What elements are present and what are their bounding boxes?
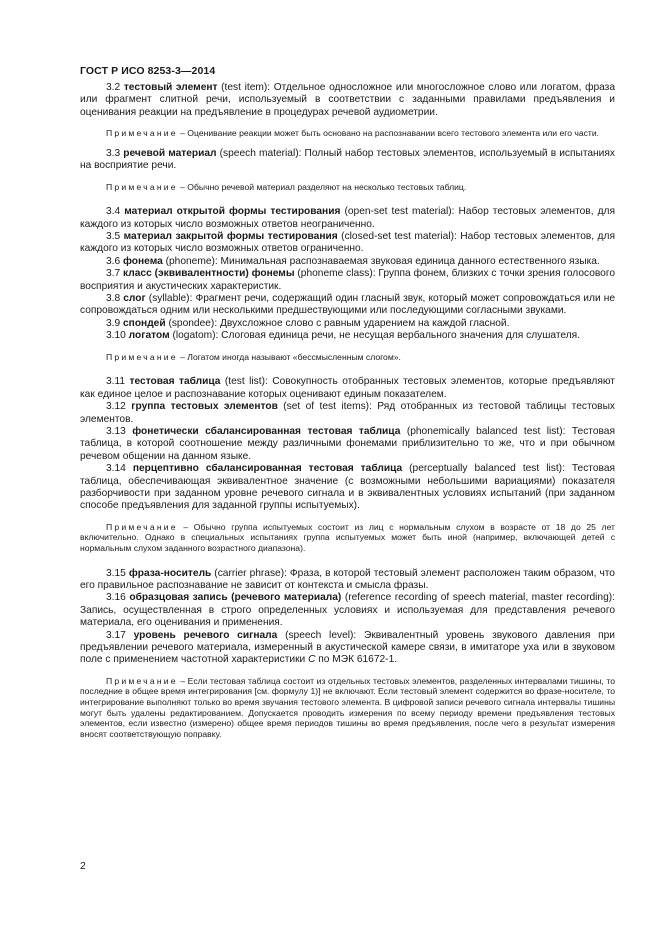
entry-number: 3.7 — [106, 268, 121, 280]
entry-number: 3.13 — [106, 425, 126, 437]
entry-term: материал открытой формы тестирования — [124, 206, 341, 218]
standard-header: ГОСТ Р ИСО 8253-3—2014 — [80, 65, 216, 77]
entry-english: (phonemically balanced test list) — [400, 425, 563, 437]
entry-definition: : Фрагмент речи, содержащий один гласный звук, который может сопровождаться или не сопровождаться одним или несколькими предшествующими или последующими согласными звуками. — [80, 293, 615, 317]
entry-3-13 — [80, 426, 615, 463]
entry-definition: : Отдельное односложное или многосложное слово или логатом, фраза или фрагмент слитной речи, используемый в соответствии с заданными правилами предъявления и оценивания реакции на предъявление в процедурах речевой аудиометрии. — [80, 82, 616, 118]
entry-number: 3.14 — [106, 463, 126, 475]
note-label: Примечание — [106, 675, 178, 686]
entry-italic-letter: C — [308, 654, 316, 666]
entry-number: 3.6 — [106, 255, 121, 267]
entry-english: (test list) — [220, 376, 265, 388]
entry-3-14 — [80, 463, 615, 513]
entry-english: (test item) — [217, 82, 268, 93]
note-2 — [80, 182, 615, 193]
entry-3-15 — [80, 568, 615, 593]
entry-term: логатом — [128, 330, 170, 342]
entry-term: слог — [123, 293, 146, 305]
entry-3-8 — [80, 293, 615, 318]
note-text: – Оценивание реакции может быть основано на распознавании всего тестового элемента или его части. — [177, 128, 600, 139]
entry-definition: : Набор тестовых элементов, для каждого из которых число возможных ответов ограниченно. — [80, 231, 615, 255]
entry-term: тестовая таблица — [129, 376, 221, 388]
entry-term: уровень речевого сигнала — [133, 629, 278, 641]
entry-term: тестовый элемент — [123, 82, 218, 93]
note-label: Примечание — [106, 181, 178, 192]
entry-english: (phoneme) — [162, 255, 215, 267]
note-5 — [80, 676, 615, 740]
entry-english: (spondee) — [165, 317, 215, 329]
entry-3-2 — [80, 82, 615, 119]
entry-english: (open-set test material) — [340, 206, 452, 218]
entry-3-9 — [80, 318, 615, 330]
entry-definition-tail: по МЭК 61672-1. — [315, 654, 398, 666]
entry-english: (speech level) — [277, 629, 354, 641]
note-label: Примечание — [106, 521, 178, 532]
entry-definition: : Минимальная распознаваемая звуковая единица данного естественного языка. — [214, 255, 600, 267]
entry-3-5 — [80, 231, 615, 256]
entry-number: 3.5 — [106, 231, 121, 243]
note-text: – Обычно группа испытуемых состоит из лиц с нормальным слухом в возрасте от 18 до 25 лет включительно. Однако в специальных испытаниях группа испытуемых может быть иной (например, включающей детей с нормальным слухом заданного возрастного диапазона). — [80, 521, 615, 553]
entry-definition: : Группа фонем, близких с точки зрения голосового восприятия и акустических характеристик. — [80, 268, 616, 292]
entry-english: (perceptually balanced test list) — [402, 463, 563, 475]
entry-3-4 — [80, 206, 615, 231]
entry-number: 3.4 — [106, 206, 121, 218]
entry-definition: : Совокупность отобранных тестовых элементов, которые предъявляют как единое целое и распознавание которых оценивают единым показателем. — [80, 376, 615, 400]
entry-number: 3.12 — [106, 401, 126, 413]
entry-definition: : Двухсложное слово с равным ударением на каждой гласной. — [214, 317, 510, 329]
entry-definition: : Набор тестовых элементов, для каждого из которых число возможных ответов неограниченно. — [80, 206, 615, 230]
entry-term: фонетически сбалансированная тестовая таблица — [132, 425, 401, 437]
entry-number: 3.10 — [106, 330, 126, 342]
entry-term: фонема — [123, 255, 163, 267]
entry-definition: : Запись, осуществленная в строго определенных условиях и используемая для представления речевого материала, его оценивания и применения. — [80, 592, 615, 629]
entry-3-16 — [80, 592, 615, 629]
note-label: Примечание — [106, 128, 178, 139]
entry-term: образцовая запись (речевого материала) — [129, 592, 342, 604]
entry-number: 3.9 — [106, 317, 121, 329]
entry-number: 3.2 — [106, 82, 121, 93]
entry-3-11 — [80, 376, 615, 401]
entry-definition: : Фраза, в которой тестовый элемент расположен таким образом, что его правильное распознавание не зависит от контекста и смысла фразы. — [80, 567, 615, 591]
entry-term: фраза-носитель — [128, 567, 212, 579]
entry-term: группа тестовых элементов — [131, 401, 278, 413]
document-body — [80, 82, 615, 739]
entry-3-10 — [80, 330, 615, 342]
entry-definition: : Ряд отобранных из тестовой таблицы тестовых элементов. — [80, 401, 615, 425]
entry-number: 3.16 — [106, 592, 126, 604]
entry-3-12 — [80, 401, 615, 426]
entry-number: 3.8 — [106, 293, 121, 305]
entry-term: спондей — [123, 317, 166, 329]
note-label: Примечание — [106, 351, 178, 362]
note-text: – Если тестовая таблица состоит из отдельных тестовых элементов, разделенных интервалами тишины, то последние в общее время интегрирования [см. формулу 1)] не включают. Если тестовый элемент содержится во фразе-носителе, то интегрирование выполняют только во время звучания тестового элемента. В цифровой записи речевого сигнала интервалы тишины могут быть удалены редактированием. Допускается проводить измерения по всему периоду времени предъявления тестовых элементов, если известно (измерено) общее время периодов тишины во время предъявления, после чего в результат измерения вносят соответствующую поправку. — [80, 675, 615, 739]
entry-3-17 — [80, 630, 615, 667]
entry-number: 3.3 — [106, 147, 121, 159]
entry-definition: : Полный набор тестовых элементов, используемый в испытаниях на восприятие речи. — [80, 147, 615, 172]
entry-english: (syllable) — [145, 293, 190, 305]
entry-definition: : Слоговая единица речи, не несущая вербального значения для слушателя. — [215, 330, 581, 342]
note-3 — [80, 352, 615, 363]
entry-english: (reference recording of speech material, master recording) — [341, 592, 613, 604]
entry-number: 3.17 — [106, 629, 126, 641]
entry-english: (closed-set test material) — [337, 231, 454, 243]
note-4 — [80, 522, 615, 554]
entry-english: (set of test items) — [277, 401, 370, 413]
entry-english: (carrier phrase) — [211, 567, 285, 579]
entry-term: речевой материал — [123, 147, 217, 159]
entry-number: 3.11 — [106, 376, 126, 388]
entry-number: 3.15 — [106, 567, 126, 579]
entry-term: материал закрытой формы тестирования — [123, 231, 338, 243]
note-text: – Логатом иногда называют «бессмысленным слогом». — [177, 351, 401, 362]
entry-english: (logatom) — [169, 330, 216, 342]
page-number: 2 — [80, 860, 86, 872]
entry-definition: : Тестовая таблица, в которой соотношение между различными фонемами приблизительно то же, что и при обычном речевом общении на данном языке. — [80, 425, 615, 462]
entry-definition: : Тестовая таблица, обеспечивающая эквивалентное значение (с возможными небольшими вариациями) показателя разборчивости при заданном уровне речевого сигнала и в эквивалентных условиях испытаний (при заданном способе предъявления для заданной группы испытуемых). — [80, 463, 616, 512]
entry-term: перцептивно сбалансированная тестовая таблица — [132, 463, 403, 475]
entry-3-7 — [80, 268, 615, 293]
note-text: – Обычно речевой материал разделяют на несколько тестовых таблиц. — [177, 181, 467, 192]
entry-3-6 — [80, 256, 615, 268]
entry-definition: : Эквивалентный уровень звукового давления при предъявлении речевого материала, измеренный в акустической камере связи, в имитаторе уха или в звуковом поле с применением частотной характеристики — [80, 629, 616, 666]
note-1 — [80, 128, 615, 139]
entry-3-3 — [80, 148, 615, 173]
entry-term: класс (эквивалентности) фонемы — [123, 268, 295, 280]
entry-english: (phoneme class) — [294, 268, 373, 280]
entry-english: (speech material) — [216, 147, 299, 159]
